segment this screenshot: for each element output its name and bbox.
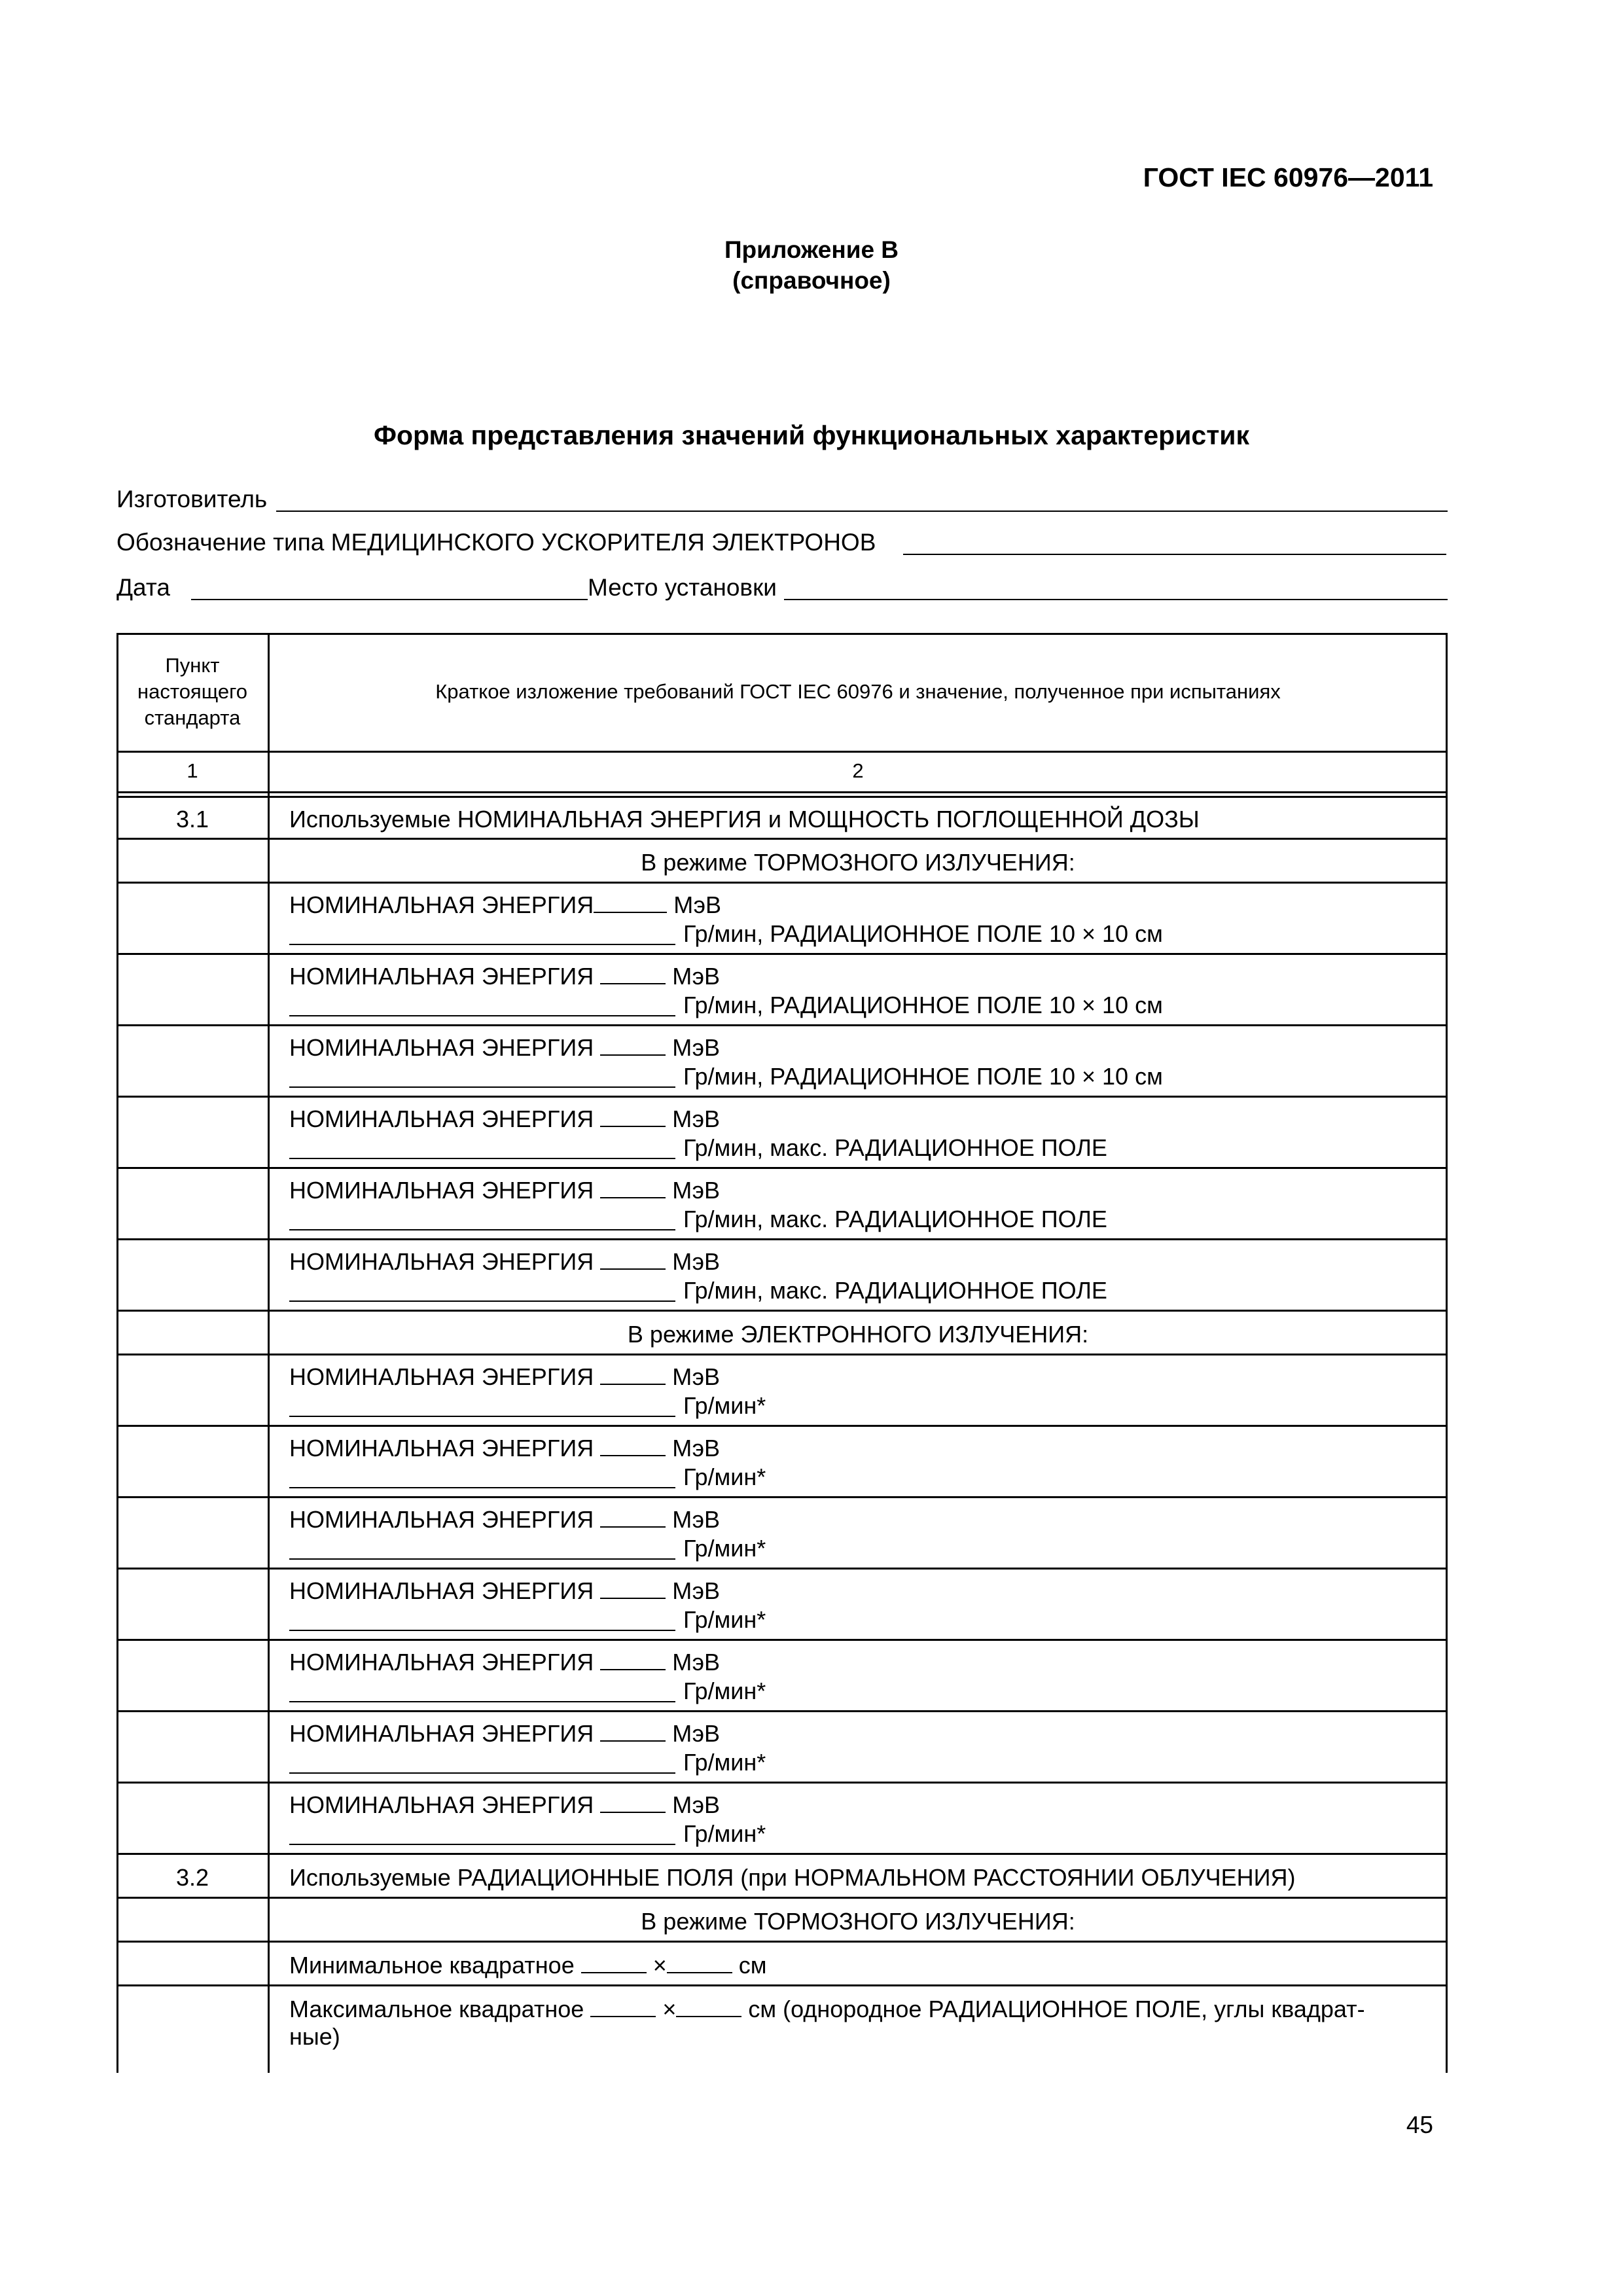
table-numbering-row bbox=[116, 751, 1448, 791]
energy-field[interactable] bbox=[600, 1507, 666, 1528]
col2-number: 2 bbox=[852, 759, 864, 782]
manufacturer-label: Изготовитель bbox=[116, 486, 268, 512]
dose-rate-field[interactable] bbox=[289, 1210, 675, 1230]
table-row bbox=[116, 1498, 1448, 1568]
dose-rate-field[interactable] bbox=[289, 1138, 675, 1159]
table-row bbox=[116, 798, 1448, 838]
energy-label: НОМИНАЛЬНАЯ ЭНЕРГИЯ bbox=[289, 1363, 594, 1390]
rate-unit: Гр/мин, макс. РАДИАЦИОННОЕ ПОЛЕ bbox=[683, 1277, 1107, 1304]
table-row bbox=[116, 1641, 1448, 1710]
energy-label: НОМИНАЛЬНАЯ ЭНЕРГИЯ bbox=[289, 963, 594, 990]
energy-field[interactable] bbox=[600, 1035, 666, 1056]
clause-3-1: 3.1 bbox=[175, 806, 209, 833]
energy-label: НОМИНАЛЬНАЯ ЭНЕРГИЯ bbox=[289, 1720, 594, 1747]
rate-unit: Гр/мин, РАДИАЦИОННОЕ ПОЛЕ 10 × 10 см bbox=[683, 992, 1163, 1018]
table-row bbox=[116, 1570, 1448, 1639]
energy-field[interactable] bbox=[600, 963, 666, 984]
energy-field[interactable] bbox=[600, 1578, 666, 1599]
min-square-label: Минимальное квадратное bbox=[289, 1952, 575, 1979]
table-header-row bbox=[116, 633, 1448, 751]
times-sign: × bbox=[652, 1952, 667, 1979]
dose-rate-field[interactable] bbox=[289, 1824, 675, 1845]
rate-unit: Гр/мин* bbox=[683, 1749, 766, 1776]
dose-rate-field[interactable] bbox=[289, 924, 675, 945]
times-sign: × bbox=[662, 1996, 677, 2022]
section-3-2-title: Используемые РАДИАЦИОННЫЕ ПОЛЯ (при НОРМАЛЬНОМ РАССТОЯНИИ ОБЛУЧЕНИЯ) bbox=[289, 1864, 1296, 1891]
energy-field[interactable] bbox=[600, 1649, 666, 1670]
energy-field[interactable] bbox=[600, 1364, 666, 1385]
table-row bbox=[116, 1712, 1448, 1782]
dose-rate-field[interactable] bbox=[289, 1281, 675, 1302]
mev-unit: МэВ bbox=[672, 1649, 720, 1676]
col1-header-line1: Пункт bbox=[165, 654, 220, 677]
dose-rate-field[interactable] bbox=[289, 1681, 675, 1702]
mev-unit: МэВ bbox=[672, 1034, 720, 1061]
max-field-width[interactable] bbox=[590, 1996, 656, 2017]
rate-unit: Гр/мин, макс. РАДИАЦИОННОЕ ПОЛЕ bbox=[683, 1134, 1107, 1161]
manufacturer-field[interactable] bbox=[276, 511, 1448, 512]
table-row bbox=[116, 1427, 1448, 1496]
cm-unit: см bbox=[738, 1952, 767, 1979]
form-title: Форма представления значений функциональных характеристик bbox=[373, 420, 1250, 450]
col1-number: 1 bbox=[187, 759, 198, 782]
energy-field[interactable] bbox=[600, 1792, 666, 1813]
col1-header-line3: стандарта bbox=[144, 706, 241, 729]
energy-label: НОМИНАЛЬНАЯ ЭНЕРГИЯ bbox=[289, 1177, 594, 1204]
energy-label: НОМИНАЛЬНАЯ ЭНЕРГИЯ bbox=[289, 1034, 594, 1061]
energy-label: НОМИНАЛЬНАЯ ЭНЕРГИЯ bbox=[289, 1248, 594, 1275]
energy-label: НОМИНАЛЬНАЯ ЭНЕРГИЯ bbox=[289, 1649, 594, 1676]
type-field[interactable] bbox=[903, 554, 1446, 555]
date-field[interactable] bbox=[191, 599, 588, 600]
rate-unit: Гр/мин* bbox=[683, 1820, 766, 1847]
energy-field[interactable] bbox=[600, 1177, 666, 1198]
mev-unit: МэВ bbox=[673, 891, 721, 918]
mev-unit: МэВ bbox=[672, 1791, 720, 1818]
rate-unit: Гр/мин* bbox=[683, 1606, 766, 1633]
col2-header: Краткое изложение требований ГОСТ IEC 60976 и значение, полученное при испытаниях bbox=[435, 680, 1281, 703]
mev-unit: МэВ bbox=[672, 963, 720, 990]
location-label: Место установки bbox=[588, 574, 777, 601]
appendix-title: Приложение В bbox=[724, 236, 899, 263]
standard-designation: ГОСТ IEC 60976—2011 bbox=[1143, 162, 1433, 192]
location-field[interactable] bbox=[784, 599, 1448, 600]
table-row bbox=[116, 1899, 1448, 1941]
mev-unit: МэВ bbox=[672, 1506, 720, 1533]
table-row bbox=[116, 884, 1448, 953]
mev-unit: МэВ bbox=[672, 1435, 720, 1462]
dose-rate-field[interactable] bbox=[289, 1467, 675, 1488]
dose-rate-field[interactable] bbox=[289, 1396, 675, 1417]
mev-unit: МэВ bbox=[672, 1248, 720, 1275]
energy-label: НОМИНАЛЬНАЯ ЭНЕРГИЯ bbox=[289, 1577, 594, 1604]
page-number: 45 bbox=[1406, 2111, 1433, 2138]
max-field-height[interactable] bbox=[676, 1996, 741, 2017]
appendix-note: (справочное) bbox=[732, 267, 891, 294]
energy-field[interactable] bbox=[600, 1106, 666, 1127]
table-row bbox=[116, 1784, 1448, 1853]
table-row bbox=[116, 955, 1448, 1024]
rate-unit: Гр/мин, РАДИАЦИОННОЕ ПОЛЕ 10 × 10 см bbox=[683, 1063, 1163, 1090]
appendix-heading bbox=[0, 234, 1623, 296]
energy-field[interactable] bbox=[600, 1435, 666, 1456]
energy-field[interactable] bbox=[600, 1721, 666, 1742]
energy-label: НОМИНАЛЬНАЯ ЭНЕРГИЯ bbox=[289, 1791, 594, 1818]
mev-unit: МэВ bbox=[672, 1177, 720, 1204]
rate-unit: Гр/мин* bbox=[683, 1535, 766, 1562]
brems-mode-heading-2: В режиме ТОРМОЗНОГО ИЗЛУЧЕНИЯ: bbox=[641, 1908, 1075, 1935]
mev-unit: МэВ bbox=[672, 1105, 720, 1132]
table-row bbox=[116, 1169, 1448, 1238]
rate-unit: Гр/мин, РАДИАЦИОННОЕ ПОЛЕ 10 × 10 см bbox=[683, 920, 1163, 947]
mev-unit: МэВ bbox=[672, 1363, 720, 1390]
mev-unit: МэВ bbox=[672, 1577, 720, 1604]
brems-mode-heading: В режиме ТОРМОЗНОГО ИЗЛУЧЕНИЯ: bbox=[641, 849, 1075, 876]
mev-unit: МэВ bbox=[672, 1720, 720, 1747]
electron-mode-heading: В режиме ЭЛЕКТРОННОГО ИЗЛУЧЕНИЯ: bbox=[627, 1321, 1089, 1348]
table-row bbox=[116, 1026, 1448, 1096]
table-row bbox=[116, 1098, 1448, 1167]
clause-3-2: 3.2 bbox=[175, 1864, 209, 1891]
dose-rate-field[interactable] bbox=[289, 1539, 675, 1560]
energy-label: НОМИНАЛЬНАЯ ЭНЕРГИЯ bbox=[289, 1435, 594, 1462]
rate-unit: Гр/мин* bbox=[683, 1463, 766, 1490]
section-3-1-title: Используемые НОМИНАЛЬНАЯ ЭНЕРГИЯ и МОЩНОСТЬ ПОГЛОЩЕННОЙ ДОЗЫ bbox=[289, 806, 1200, 833]
energy-field[interactable] bbox=[600, 1249, 666, 1270]
energy-label: НОМИНАЛЬНАЯ ЭНЕРГИЯ bbox=[289, 1506, 594, 1533]
dose-rate-field[interactable] bbox=[289, 1753, 675, 1774]
table-row bbox=[116, 1240, 1448, 1310]
table-row bbox=[116, 1312, 1448, 1354]
max-square-tail-2: ные) bbox=[289, 2023, 340, 2050]
table-row bbox=[116, 1943, 1448, 1984]
col1-header-line2: настоящего bbox=[137, 680, 247, 703]
dose-rate-field[interactable] bbox=[289, 1067, 675, 1088]
table-row bbox=[116, 1986, 1448, 2073]
min-field-width[interactable] bbox=[581, 1952, 647, 1973]
energy-label: НОМИНАЛЬНАЯ ЭНЕРГИЯ bbox=[289, 1105, 594, 1132]
dose-rate-field[interactable] bbox=[289, 996, 675, 1016]
rate-unit: Гр/мин, макс. РАДИАЦИОННОЕ ПОЛЕ bbox=[683, 1206, 1107, 1232]
energy-field[interactable] bbox=[594, 892, 667, 913]
rate-unit: Гр/мин* bbox=[683, 1677, 766, 1704]
type-label: Обозначение типа МЕДИЦИНСКОГО УСКОРИТЕЛЯ ЭЛЕКТРОНОВ bbox=[116, 529, 876, 556]
energy-label: НОМИНАЛЬНАЯ ЭНЕРГИЯ bbox=[289, 891, 594, 918]
rate-unit: Гр/мин* bbox=[683, 1392, 766, 1419]
min-field-height[interactable] bbox=[667, 1952, 732, 1973]
dose-rate-field[interactable] bbox=[289, 1610, 675, 1631]
table-row bbox=[116, 840, 1448, 882]
max-square-label: Максимальное квадратное bbox=[289, 1996, 584, 2022]
table-row bbox=[116, 1855, 1448, 1897]
table-row bbox=[116, 1355, 1448, 1425]
max-square-tail: см (однородное РАДИАЦИОННОЕ ПОЛЕ, углы квадрат- bbox=[748, 1996, 1365, 2022]
date-label: Дата bbox=[116, 574, 170, 601]
